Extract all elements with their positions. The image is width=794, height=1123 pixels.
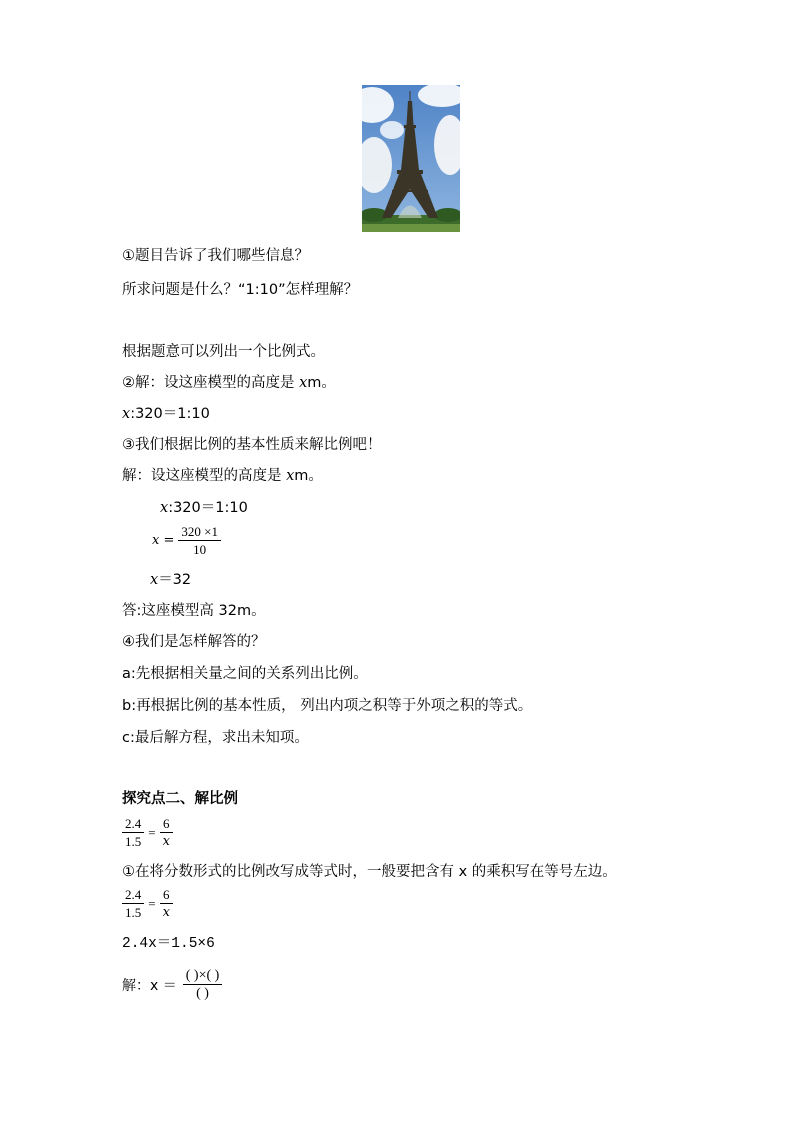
equals-sign: =	[148, 824, 156, 840]
solution-prefix: 解：设这座模型的高度是	[122, 468, 287, 484]
question-4: ④我们是怎样解答的？	[122, 634, 266, 650]
question-1: ①题目告诉了我们哪些信息？	[122, 248, 309, 264]
fraction-denominator: 10	[193, 542, 207, 557]
step-3: ③我们根据比例的基本性质来解比例吧！	[122, 437, 382, 453]
proportion-fraction-1	[122, 816, 173, 849]
fraction-denominator: x	[162, 834, 170, 849]
step-2	[122, 373, 336, 393]
result-var: x	[150, 572, 159, 588]
fraction-denominator: 1.5	[125, 905, 142, 920]
fraction-numerator: 6	[160, 887, 173, 904]
proportion-fraction-2	[122, 887, 173, 920]
step-2-var: x	[299, 375, 308, 391]
fraction-denominator: 1.5	[125, 834, 142, 849]
fraction-denominator: x	[162, 905, 170, 920]
solution-equation	[160, 498, 248, 518]
question-1b: 所求问题是什么？“1:10”怎样理解？	[122, 282, 359, 298]
step-2-prefix: ②解：设这座模型的高度是	[122, 375, 300, 391]
equals-sign: =	[148, 895, 156, 911]
section-2-title: 探究点二、解比例	[122, 791, 238, 807]
method-a: a:先根据相关量之间的关系列出比例。	[122, 666, 368, 682]
equation-1	[122, 404, 210, 424]
blank-denominator: ( )	[196, 986, 209, 1001]
fraction-numerator: 2.4	[122, 816, 144, 833]
solution-equation-rest: :320＝1:10	[168, 500, 248, 516]
equation-1-rest: :320＝1:10	[130, 406, 210, 422]
method-b: b:再根据比例的基本性质， 列出内项之积等于外项之积的等式。	[122, 698, 533, 714]
eiffel-tower-photo	[362, 85, 460, 232]
blank-solution	[122, 968, 222, 1001]
solution-fraction	[152, 524, 221, 557]
solution-equation-var: x	[160, 500, 169, 516]
step-2-suffix: m。	[307, 375, 336, 391]
paragraph-proportion: 根据题意可以列出一个比例式。	[122, 344, 325, 360]
cross-product-equation: 2.4x＝1.5×6	[122, 936, 215, 952]
result-line	[150, 570, 191, 590]
fraction-numerator: 320 ×1	[178, 524, 221, 541]
fraction-numerator: 2.4	[122, 887, 144, 904]
solution-intro	[122, 466, 323, 486]
method-c: c:最后解方程，求出未知项。	[122, 730, 309, 746]
blank-numerator: ( )×( )	[183, 968, 223, 985]
solution-var: x	[286, 468, 295, 484]
fraction-numerator: 6	[160, 816, 173, 833]
section-2-note: ①在将分数形式的比例改写成等式时，一般要把含有 x 的乘积写在等号左边。	[122, 864, 617, 880]
equation-1-var: x	[122, 406, 131, 422]
solution-suffix: m。	[294, 468, 323, 484]
result-rest: ＝32	[158, 572, 192, 588]
fraction-lhs: x =	[152, 533, 175, 548]
blank-solution-prefix: 解：x ＝	[122, 977, 177, 994]
answer-line: 答:这座模型高 32m。	[122, 603, 266, 619]
